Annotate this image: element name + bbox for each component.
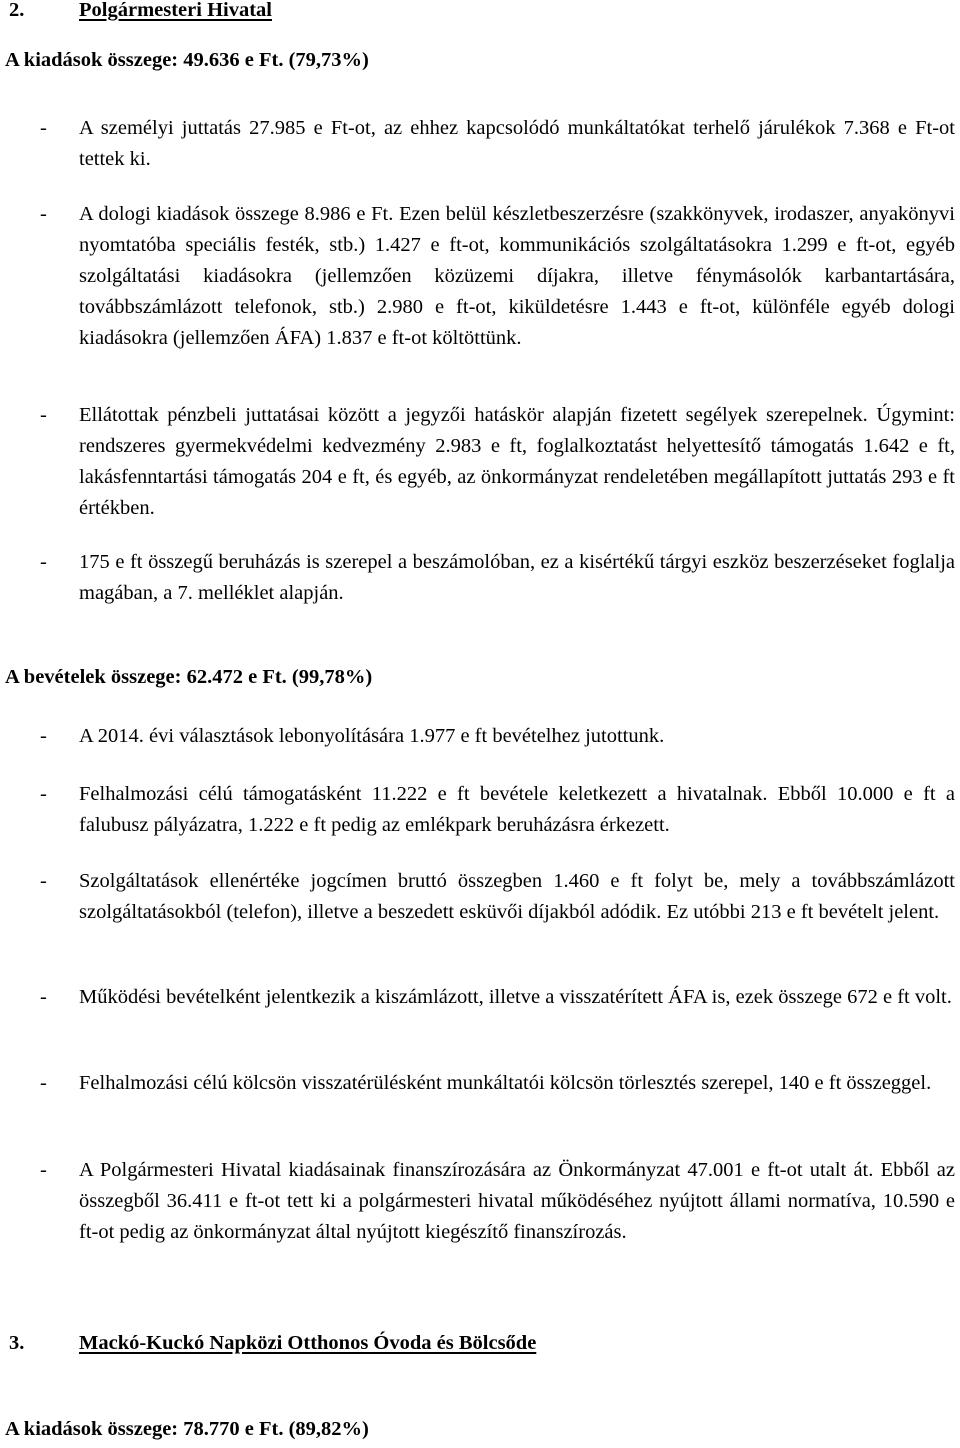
bullet-dash: -: [40, 1159, 47, 1181]
expenses-summary: A kiadások összege: 49.636 e Ft. (79,73%): [5, 49, 369, 71]
paragraph: Ellátottak pénzbeli juttatásai között a jegyzői hatáskör alapján fizetett segélyek szerepelnek. Úgymint: rendszeres gyermekvédelmi kedvezmény 2.983 e ft, foglalkoztatást helyettesítő támogatás 1.642 e ft, lakásfenntartási támogatás 204 e ft, és egyéb, az önkormányzat rendeletében megállapított juttatás 293 e ft értékben.: [79, 404, 955, 519]
bullet-dash: -: [40, 551, 47, 573]
bullet-dash: -: [40, 870, 47, 892]
section-number: 2.: [9, 0, 25, 21]
section-title: Polgármesteri Hivatal: [79, 0, 272, 21]
section-number: 3.: [9, 1332, 25, 1354]
paragraph: A dologi kiadások összege 8.986 e Ft. Ezen belül készletbeszerzésre (szakkönyvek, irodaszer, anyakönyvi nyomtatóba speciális festék, stb.) 1.427 e ft-ot, kommunikációs szolgáltatásokra 1.299 e ft-ot, egyéb szolgáltatási kiadásokra (jellemzően közüzemi díjakra, illetve fénymásolók karbantartására, továbbszámlázott telefonok, stb.) 2.980 e ft-ot, kiküldetésre 1.443 e ft-ot, különféle egyéb dologi kiadásokra (jellemzően ÁFA) 1.837 e ft-ot költöttünk.: [79, 203, 955, 349]
bullet-dash: -: [40, 203, 47, 225]
expenses-summary: A kiadások összege: 78.770 e Ft. (89,82%): [5, 1418, 369, 1440]
section-heading-3: [9, 1328, 960, 1359]
section-title: Mackó-Kuckó Napközi Otthonos Óvoda és Bölcsőde: [79, 1332, 537, 1354]
paragraph: A 2014. évi választások lebonyolítására 1.977 e ft bevételhez jutottunk.: [79, 725, 665, 747]
bullet-dash: -: [40, 117, 47, 139]
paragraph: Szolgáltatások ellenértéke jogcímen bruttó összegben 1.460 e ft folyt be, mely a továbbszámlázott szolgáltatásokból (telefon), illetve a beszedett esküvői díjakból adódik. Ez utóbbi 213 e ft bevételt jelent.: [79, 870, 955, 923]
bullet-dash: -: [40, 725, 47, 747]
bullet-dash: -: [40, 986, 47, 1008]
section-heading-2: [9, 0, 960, 26]
paragraph: A személyi juttatás 27.985 e Ft-ot, az ehhez kapcsolódó munkáltatókat terhelő járulékok 7.368 e Ft-ot tettek ki.: [79, 117, 955, 170]
bullet-dash: -: [40, 1072, 47, 1094]
paragraph: Felhalmozási célú kölcsön visszatérülésként munkáltatói kölcsön törlesztés szerepel, 140 e ft összeggel.: [79, 1072, 932, 1094]
bullet-dash: -: [40, 404, 47, 426]
revenue-summary: A bevételek összege: 62.472 e Ft. (99,78%): [5, 666, 373, 688]
paragraph: Működési bevételként jelentkezik a kiszámlázott, illetve a visszatérített ÁFA is, ezek összege 672 e ft volt.: [79, 986, 952, 1008]
bullet-dash: -: [40, 783, 47, 805]
paragraph: Felhalmozási célú támogatásként 11.222 e ft bevétele keletkezett a hivatalnak. Ebből 10.000 e ft a falubusz pályázatra, 1.222 e ft pedig az emlékpark beruházásra érkezett.: [79, 783, 955, 836]
paragraph: 175 e ft összegű beruházás is szerepel a beszámolóban, ez a kisértékű tárgyi eszköz beszerzéseket foglalja magában, a 7. melléklet alapján.: [79, 551, 955, 604]
paragraph: A Polgármesteri Hivatal kiadásainak finanszírozására az Önkormányzat 47.001 e ft-ot utalt át. Ebből az összegből 36.411 e ft-ot tett ki a polgármesteri hivatal működéséhez nyújtott állami normatíva, 10.590 e ft-ot pedig az önkormányzat által nyújtott kiegészítő finanszírozás.: [79, 1159, 955, 1243]
